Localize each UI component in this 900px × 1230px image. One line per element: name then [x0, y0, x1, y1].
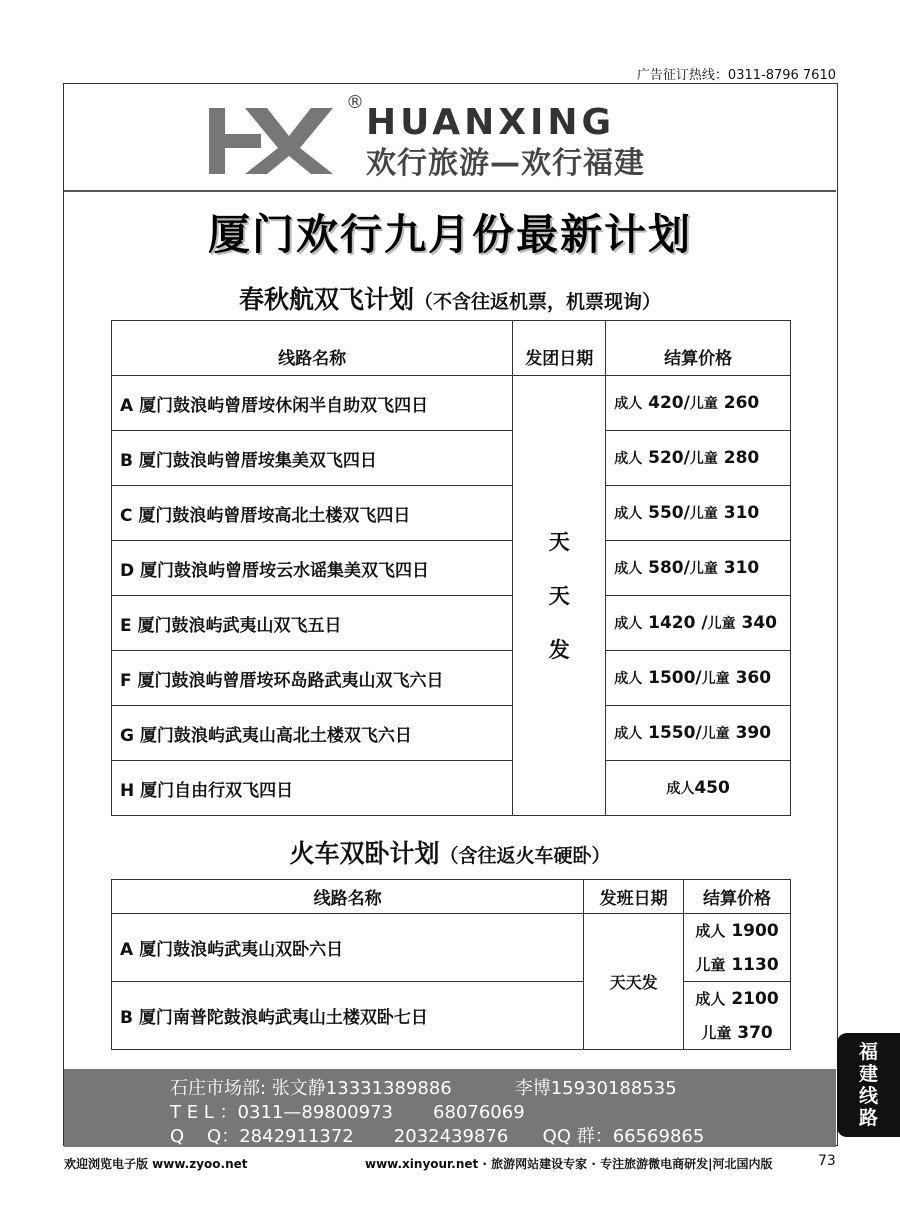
departure-char: 天 — [548, 583, 570, 608]
section1-note: （不含往返机票，机票现询） — [414, 291, 662, 313]
header-departure: 发班日期 — [584, 880, 684, 914]
departure-daily: 天天发 — [584, 914, 684, 1050]
price-cell: 成人450 — [606, 761, 791, 816]
route-name: E 厦门鼓浪屿武夷山双飞五日 — [112, 596, 513, 651]
table-row — [112, 431, 791, 486]
route-name: A 厦门鼓浪屿武夷山双卧六日 — [112, 914, 584, 982]
contact-line-1: 石庄市场部: 张文静13331389886 李博15930188535 — [170, 1078, 677, 1099]
route-name: B 厦门鼓浪屿曾厝垵集美双飞四日 — [112, 431, 513, 486]
hx-logo-icon — [209, 106, 339, 176]
table-row — [112, 651, 791, 706]
table-header-row — [112, 880, 791, 914]
price-child: 儿童 370 — [684, 1016, 791, 1050]
page-number: 73 — [818, 1153, 836, 1169]
table-row — [112, 914, 791, 948]
table-row — [112, 596, 791, 651]
departure-char: 发 — [548, 637, 570, 662]
contact-bar — [64, 1069, 836, 1147]
departure-char: 天 — [548, 529, 570, 554]
header-departure: 发团日期 — [513, 321, 606, 376]
route-name: G 厦门鼓浪屿武夷山高北土楼双飞六日 — [112, 706, 513, 761]
price-cell: 成人 550/儿童 310 — [606, 486, 791, 541]
flight-plan-table — [111, 320, 791, 816]
contact-line-2: T E L ：0311—89800973 68076069 — [170, 1102, 525, 1123]
footer-left: 欢迎浏览电子版 www.zyoo.net — [64, 1157, 248, 1171]
header-route: 线路名称 — [112, 321, 513, 376]
price-cell: 成人 1550/儿童 390 — [606, 706, 791, 761]
table-row — [112, 541, 791, 596]
departure-daily — [513, 376, 606, 816]
price-cell: 成人 420/儿童 260 — [606, 376, 791, 431]
table-header-row — [112, 321, 791, 376]
table-row — [112, 376, 791, 431]
contact-line-3: Q Q：2842911372 2032439876 QQ 群：66569865 — [170, 1126, 705, 1147]
price-child: 儿童 1130 — [684, 948, 791, 982]
price-cell: 成人 580/儿童 310 — [606, 541, 791, 596]
logo-chinese: 欢行旅游—欢行福建 — [366, 146, 645, 181]
table-row — [112, 706, 791, 761]
logo-english: HUANXING — [366, 102, 616, 143]
route-name: B 厦门南普陀鼓浪屿武夷山土楼双卧七日 — [112, 982, 584, 1050]
header-price: 结算价格 — [684, 880, 791, 914]
section1-title — [64, 280, 836, 316]
section2-title — [64, 834, 836, 870]
section1-heading: 春秋航双飞计划 — [238, 285, 414, 314]
route-name: H 厦门自由行双飞四日 — [112, 761, 513, 816]
price-cell: 成人 1420 /儿童 340 — [606, 596, 791, 651]
route-name: D 厦门鼓浪屿曾厝垵云水谣集美双飞四日 — [112, 541, 513, 596]
header-route: 线路名称 — [112, 880, 584, 914]
footer-right: www.xinyour.net · 旅游网站建设专家 · 专注旅游微电商研发|河北国内版 — [365, 1157, 773, 1171]
table-row — [112, 486, 791, 541]
train-plan-table — [111, 879, 791, 1050]
route-name: A 厦门鼓浪屿曾厝垵休闲半自助双飞四日 — [112, 376, 513, 431]
table-row — [112, 761, 791, 816]
header-price: 结算价格 — [606, 321, 791, 376]
ad-hotline: 广告征订热线：0311-8796 7610 — [636, 68, 836, 83]
page-frame — [63, 83, 838, 1146]
page-title: 厦门欢行九月份最新计划 — [207, 210, 692, 259]
registered-mark: ® — [346, 92, 364, 113]
section2-heading: 火车双卧计划 — [289, 839, 440, 868]
price-cell: 成人 520/儿童 280 — [606, 431, 791, 486]
route-name: C 厦门鼓浪屿曾厝垵高北土楼双飞四日 — [112, 486, 513, 541]
logo-header — [64, 84, 836, 192]
section2-note: （含往返火车硬卧） — [439, 845, 611, 867]
price-cell: 成人 1500/儿童 360 — [606, 651, 791, 706]
table-row — [112, 982, 791, 1016]
route-name: F 厦门鼓浪屿曾厝垵环岛路武夷山双飞六日 — [112, 651, 513, 706]
price-adult: 成人 2100 — [684, 982, 791, 1016]
side-tab-fujian-routes: 福 建 线 路 — [837, 1033, 900, 1137]
price-adult: 成人 1900 — [684, 914, 791, 948]
